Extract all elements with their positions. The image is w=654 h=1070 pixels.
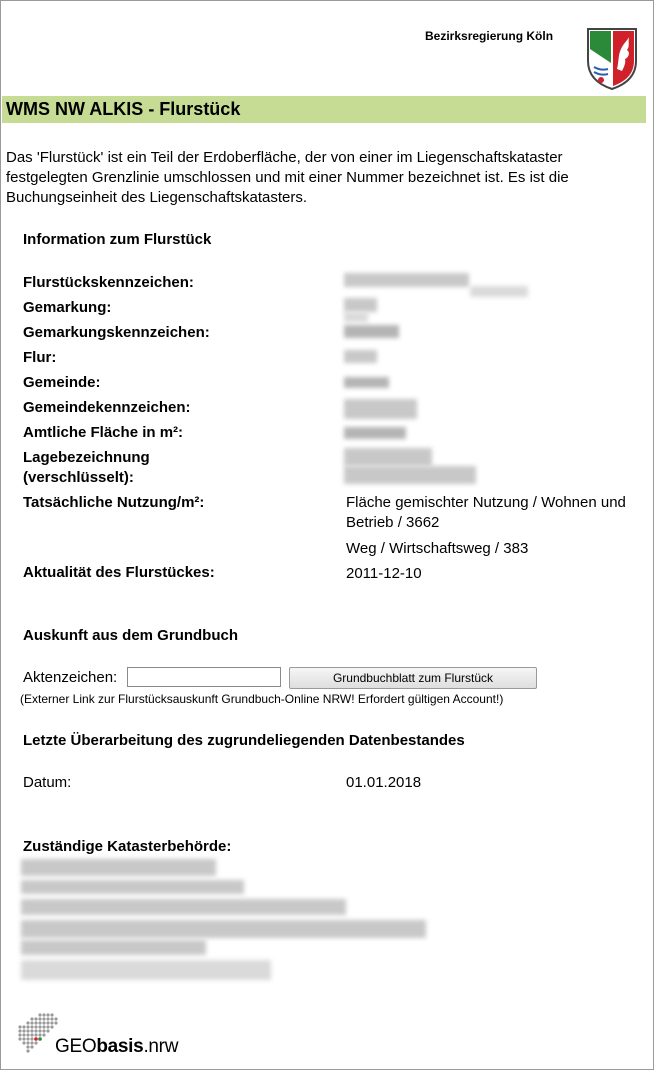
redacted-lagebezeichnung-2: [344, 466, 476, 484]
logo-bold: basis: [96, 1036, 144, 1057]
aktualitaet-value: 2011-12-10: [346, 565, 422, 582]
label-amtliche-flaeche: Amtliche Fläche in m²:: [23, 424, 184, 441]
redacted-gemeinde: [344, 377, 389, 388]
grundbuch-heading: Auskunft aus dem Grundbuch: [23, 627, 239, 644]
grundbuchblatt-button[interactable]: Grundbuchblatt zum Flurstück: [289, 667, 537, 689]
label-lagebezeichnung-note: (verschlüsselt):: [23, 469, 134, 486]
redacted-behoerde-line-1: [21, 859, 216, 876]
label-lagebezeichnung: Lagebezeichnung: [23, 449, 150, 466]
redacted-behoerde-line-5: [21, 940, 206, 955]
organization-name: Bezirksregierung Köln: [425, 29, 554, 43]
redacted-gemarkung: [344, 298, 377, 312]
datum-label: Datum:: [23, 774, 72, 791]
redacted-kennzeichen-tail: [470, 286, 528, 297]
logo-suffix: .nrw: [143, 1036, 179, 1057]
flurstueck-heading: Information zum Flurstück: [23, 231, 212, 248]
aktenzeichen-label: Aktenzeichen:: [23, 669, 118, 686]
redacted-behoerde-line-2: [21, 880, 244, 894]
redacted-kennzeichen: [344, 273, 469, 287]
redacted-behoerde-line-6: [21, 960, 271, 980]
behoerde-heading: Zuständige Katasterbehörde:: [23, 838, 232, 855]
label-tatsaechliche-nutzung: Tatsächliche Nutzung/m²:: [23, 494, 205, 511]
label-gemarkung: Gemarkung:: [23, 299, 112, 316]
geobasis-logo-text: [55, 1036, 178, 1058]
redacted-gemarkung-tail: [344, 312, 368, 322]
nrw-coat-of-arms-icon: [584, 27, 640, 91]
label-gemeindekennzeichen: Gemeindekennzeichen:: [23, 399, 191, 416]
label-flur: Flur:: [23, 349, 57, 366]
ueberarbeitung-heading: Letzte Überarbeitung des zugrundeliegenden Datenbestandes: [23, 732, 465, 749]
nutzung-value-1: Fläche gemischter Nutzung / Wohnen und Betrieb / 3662: [346, 494, 626, 531]
label-aktualitaet: Aktualität des Flurstückes:: [23, 564, 215, 581]
datum-value: 01.01.2018: [346, 774, 422, 791]
redacted-gemeindekennzeichen: [344, 399, 417, 419]
redacted-gemarkungskennzeichen: [344, 325, 399, 338]
label-gemeinde: Gemeinde:: [23, 374, 101, 391]
redacted-flaeche: [344, 427, 406, 439]
nutzung-value-2: Weg / Wirtschaftsweg / 383: [346, 540, 529, 557]
aktenzeichen-input[interactable]: [127, 667, 281, 687]
redacted-lagebezeichnung-1: [344, 448, 432, 466]
redacted-behoerde-line-3: [21, 899, 346, 915]
logo-prefix: GEO: [55, 1036, 97, 1057]
label-flurstueckskennzeichen: Flurstückskennzeichen:: [23, 274, 194, 291]
redacted-flur: [344, 350, 377, 363]
grundbuch-note: (Externer Link zur Flurstücksauskunft Grundbuch-Online NRW! Erfordert gültigen Account!): [20, 692, 504, 706]
intro-text: Das 'Flurstück' ist ein Teil der Erdoberfläche, der von einer im Liegenschaftskataster festgelegten Grenzlinie umschlossen und mit einer Nummer bezeichnet ist. Es ist die Buchungseinheit des Liegenschaftskatasters.: [6, 149, 569, 206]
redacted-behoerde-line-4: [21, 920, 426, 938]
label-gemarkungskennzeichen: Gemarkungskennzeichen:: [23, 324, 210, 341]
page-title: WMS NW ALKIS - Flurstück: [6, 99, 241, 119]
